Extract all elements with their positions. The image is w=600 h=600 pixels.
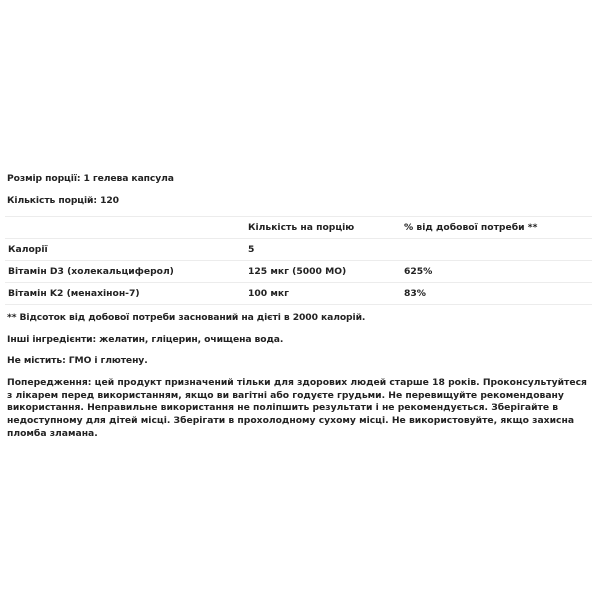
table-row <box>5 238 592 260</box>
servings-count: Кількість порцій: 120 <box>7 195 119 206</box>
header-amount: Кількість на порцію <box>248 222 355 233</box>
nutrient-name: Вітамін K2 (менахінон-7) <box>8 288 140 299</box>
daily-value-footnote: ** Відсоток від добової потреби заснований на дієті в 2000 калорій. <box>7 312 366 323</box>
warning-text: Попередження: цей продукт призначений тільки для здорових людей старше 18 років. Проконсультуйтеся з лікарем перед використанням, якщо ви вагітні або годуєте грудьми. Не перевищуйте рекомендовану використання. Неправильне використання не поліпшить результати і не рекомендується. Зберігайте в недоступному для дітей місці. Зберігати в прохолодному сухому місці. Не використовуйте, якщо захисна пломба зламана. <box>7 377 587 439</box>
nutrition-table <box>5 216 592 305</box>
table-header-row <box>5 216 592 238</box>
nutrient-amount: 100 мкг <box>248 288 289 299</box>
table-row <box>5 282 592 305</box>
nutrient-amount: 5 <box>248 244 255 255</box>
nutrient-amount: 125 мкг (5000 МО) <box>248 266 347 277</box>
table-row <box>5 260 592 282</box>
nutrient-name: Вітамін D3 (холекальциферол) <box>8 266 174 277</box>
serving-size: Розмір порції: 1 гелева капсула <box>7 173 174 184</box>
other-ingredients: Інші інгредієнти: желатин, гліцерин, очищена вода. <box>7 334 284 345</box>
free-from: Не містить: ГМО і глютену. <box>7 355 148 366</box>
nutrient-daily-value: 83% <box>404 288 426 299</box>
nutrient-daily-value: 625% <box>404 266 433 277</box>
nutrient-name: Калорії <box>8 244 48 255</box>
header-daily-value: % від добової потреби ** <box>404 222 538 233</box>
